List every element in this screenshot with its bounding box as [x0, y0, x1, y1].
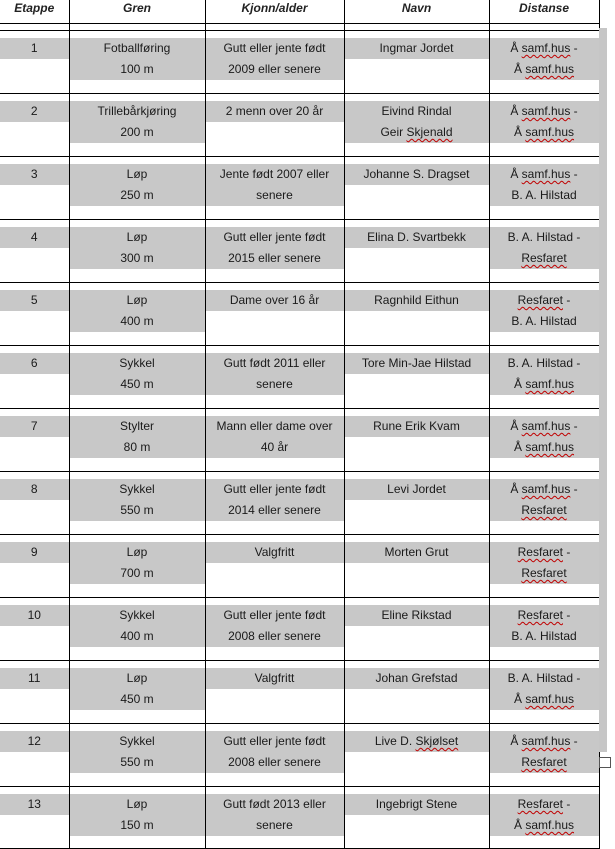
row-spacer: [0, 528, 599, 542]
cell-etappe: [0, 38, 69, 87]
cell-line-1: 12: [0, 731, 69, 752]
cell-gren: [69, 542, 205, 591]
cell-line-1: 1: [0, 38, 69, 59]
cell-line-2: senere: [206, 815, 344, 836]
cell-distanse: [489, 38, 599, 87]
spellcheck-underline: samf.hus: [521, 482, 571, 496]
cell-distanse: [489, 542, 599, 591]
cell-gren: [69, 353, 205, 402]
cell-line-2: [345, 185, 489, 206]
cell-line-2: 450 m: [70, 689, 205, 710]
row-spacer: [0, 402, 599, 416]
cell-line-1: Å samf.hus -: [490, 38, 599, 59]
cell-line-2: [345, 311, 489, 332]
cell-line-1: Sykkel: [70, 605, 205, 626]
cell-line-2: Å samf.hus: [490, 374, 599, 395]
cell-line-2: [0, 437, 69, 458]
cell-navn: [344, 542, 489, 591]
cell-line-2: [345, 626, 489, 647]
cell-line-2: [490, 563, 599, 584]
cell-etappe: [0, 101, 69, 150]
cell-line-1: 6: [0, 353, 69, 374]
spellcheck-underline: samf.hus: [521, 419, 571, 433]
spellcheck-underline: samf.hus: [525, 377, 575, 391]
cell-line-2: 550 m: [70, 500, 205, 521]
cell-navn: [344, 164, 489, 213]
cell-etappe: [0, 164, 69, 213]
cell-line-1: 2: [0, 101, 69, 122]
cell-line-1: Resfaret -: [490, 542, 599, 563]
cell-distanse: [489, 731, 599, 780]
cell-line-2: Å samf.hus: [490, 437, 599, 458]
cell-line-1: 11: [0, 668, 69, 689]
cell-line-2: [206, 689, 344, 710]
spellcheck-underline: samf.hus: [525, 125, 575, 139]
cell-line-1: Løp: [70, 668, 205, 689]
cell-kjonn: [205, 227, 344, 276]
cell-line-1: Rune Erik Kvam: [345, 416, 489, 437]
cell-line-2: [0, 815, 69, 836]
cell-line-2: [345, 815, 489, 836]
cell-line-2: [345, 374, 489, 395]
cell-line-1: Sykkel: [70, 353, 205, 374]
cell-gren: [69, 479, 205, 528]
cell-distanse: [489, 227, 599, 276]
row-spacer: [0, 465, 599, 479]
cell-etappe: [0, 290, 69, 339]
cell-line-1: Tore Min-Jae Hilstad: [345, 353, 489, 374]
cell-etappe: [0, 227, 69, 276]
cell-line-1: Å samf.hus -: [490, 416, 599, 437]
header-kjonn-alder: Kjonn/alder: [205, 0, 344, 24]
cell-line-2: B. A. Hilstad: [490, 626, 599, 647]
cell-line-2: [0, 185, 69, 206]
cell-distanse: [489, 668, 599, 717]
cell-line-2: 700 m: [70, 563, 205, 584]
cell-line-1: Fotballføring: [70, 38, 205, 59]
cell-line-1: Løp: [70, 227, 205, 248]
cell-line-1: Johan Grefstad: [345, 668, 489, 689]
cell-etappe: [0, 605, 69, 654]
cell-navn: [344, 731, 489, 780]
cell-line-2: [0, 500, 69, 521]
cell-line-1: Eline Rikstad: [345, 605, 489, 626]
cell-line-1: Løp: [70, 164, 205, 185]
cell-line-2: [345, 563, 489, 584]
cell-distanse: [489, 290, 599, 339]
cell-line-2: 200 m: [70, 122, 205, 143]
cell-line-1: Valgfritt: [206, 542, 344, 563]
cell-navn: [344, 227, 489, 276]
cell-gren: [69, 416, 205, 465]
cell-line-2: [0, 689, 69, 710]
cell-line-1: Å samf.hus -: [490, 479, 599, 500]
row-spacer: [0, 591, 599, 605]
cell-line-2: Å samf.hus: [490, 122, 599, 143]
cell-navn: [344, 416, 489, 465]
cell-line-2: 250 m: [70, 185, 205, 206]
cell-line-1: Levi Jordet: [345, 479, 489, 500]
cell-gren: [69, 38, 205, 87]
row-spacer: [0, 654, 599, 668]
cell-line-1: Sykkel: [70, 731, 205, 752]
cell-navn: [344, 38, 489, 87]
row-spacer: [0, 150, 599, 164]
cell-line-2: 40 år: [206, 437, 344, 458]
cell-line-2: 150 m: [70, 815, 205, 836]
cell-navn: [344, 101, 489, 150]
table-row: [0, 794, 599, 843]
cell-line-2: [0, 122, 69, 143]
cell-line-2: [0, 59, 69, 80]
spellcheck-underline: samf.hus: [521, 104, 571, 118]
cell-etappe: [0, 416, 69, 465]
cell-kjonn: [205, 479, 344, 528]
cell-line-1: Valgfritt: [206, 668, 344, 689]
cell-etappe: [0, 731, 69, 780]
cell-navn: [344, 605, 489, 654]
cell-line-2: [206, 563, 344, 584]
cell-line-1: Morten Grut: [345, 542, 489, 563]
cell-line-2: [0, 752, 69, 773]
header-row: [0, 0, 599, 24]
table-row: [0, 353, 599, 402]
cell-line-2: [0, 563, 69, 584]
spellcheck-underline: samf.hus: [525, 62, 575, 76]
cell-line-2: [345, 437, 489, 458]
cell-line-1: Resfaret -: [490, 605, 599, 626]
cell-line-2: [0, 248, 69, 269]
cell-line-2: Å samf.hus: [490, 815, 599, 836]
cell-line-1: Mann eller dame over: [206, 416, 344, 437]
cell-line-1: Resfaret -: [490, 794, 599, 815]
cell-line-1: Eivind Rindal: [345, 101, 489, 122]
cell-distanse: [489, 605, 599, 654]
cell-gren: [69, 731, 205, 780]
spellcheck-underline: samf.hus: [521, 734, 571, 748]
cell-line-1: Ingebrigt Stene: [345, 794, 489, 815]
row-spacer: [0, 276, 599, 290]
row-spacer: [0, 780, 599, 794]
cell-line-2: [345, 689, 489, 710]
cell-kjonn: [205, 38, 344, 87]
cell-line-1: 5: [0, 290, 69, 311]
cell-line-2: 2014 eller senere: [206, 500, 344, 521]
spellcheck-underline: Skjenald: [406, 125, 453, 139]
cell-line-2: 400 m: [70, 626, 205, 647]
cell-kjonn: [205, 101, 344, 150]
cell-line-1: Stylter: [70, 416, 205, 437]
cell-kjonn: [205, 731, 344, 780]
spellcheck-underline: Resfaret: [517, 545, 563, 559]
cell-kjonn: [205, 542, 344, 591]
spellcheck-underline: Skjølset: [415, 734, 459, 748]
table-row: [0, 290, 599, 339]
cell-line-2: [0, 374, 69, 395]
header-gren: Gren: [69, 0, 205, 24]
cell-line-1: B. A. Hilstad -: [490, 668, 599, 689]
cell-etappe: [0, 353, 69, 402]
cell-distanse: [489, 794, 599, 843]
cell-kjonn: [205, 164, 344, 213]
spellcheck-underline: Resfaret: [517, 608, 563, 622]
cell-etappe: [0, 668, 69, 717]
cell-navn: [344, 290, 489, 339]
cell-kjonn: [205, 794, 344, 843]
cell-distanse: [489, 101, 599, 150]
cell-line-2: 80 m: [70, 437, 205, 458]
spellcheck-underline: Resfaret: [521, 755, 567, 769]
cell-gren: [69, 794, 205, 843]
cell-line-2: Geir Skjenald: [345, 122, 489, 143]
cell-line-1: 7: [0, 416, 69, 437]
cell-line-1: Å samf.hus -: [490, 164, 599, 185]
cell-line-1: Jente født 2007 eller: [206, 164, 344, 185]
cell-navn: [344, 668, 489, 717]
cell-line-1: Å samf.hus -: [490, 731, 599, 752]
cell-line-2: [490, 248, 599, 269]
cell-line-2: [345, 752, 489, 773]
cell-kjonn: [205, 416, 344, 465]
header-navn: Navn: [344, 0, 489, 24]
spellcheck-underline: samf.hus: [521, 167, 571, 181]
cell-line-2: [345, 500, 489, 521]
cell-gren: [69, 227, 205, 276]
cell-kjonn: [205, 290, 344, 339]
cell-line-1: 4: [0, 227, 69, 248]
cell-line-1: Gutt født 2013 eller: [206, 794, 344, 815]
cell-line-2: B. A. Hilstad: [490, 311, 599, 332]
cell-line-1: Gutt eller jente født: [206, 731, 344, 752]
cell-kjonn: [205, 353, 344, 402]
cell-line-2: 100 m: [70, 59, 205, 80]
table-row: [0, 605, 599, 654]
spellcheck-underline: samf.hus: [525, 440, 575, 454]
spellcheck-underline: Resfaret: [517, 797, 563, 811]
cell-line-1: Løp: [70, 542, 205, 563]
row-spacer: [0, 87, 599, 101]
cell-gren: [69, 668, 205, 717]
table-row: [0, 731, 599, 780]
cell-navn: [344, 794, 489, 843]
cell-line-2: 2008 eller senere: [206, 626, 344, 647]
cell-etappe: [0, 542, 69, 591]
cell-etappe: [0, 794, 69, 843]
cell-line-1: Ragnhild Eithun: [345, 290, 489, 311]
spellcheck-underline: samf.hus: [525, 692, 575, 706]
cell-line-2: senere: [206, 374, 344, 395]
cell-gren: [69, 164, 205, 213]
cell-line-1: Gutt eller jente født: [206, 227, 344, 248]
cell-line-1: 9: [0, 542, 69, 563]
cell-distanse: [489, 416, 599, 465]
page-corner-marker: [599, 757, 611, 768]
right-margin-bar: [599, 28, 607, 752]
cell-line-1: Gutt eller jente født: [206, 605, 344, 626]
table-row: [0, 416, 599, 465]
cell-navn: [344, 479, 489, 528]
table-body: [0, 24, 599, 849]
cell-line-2: [206, 311, 344, 332]
cell-line-1: B. A. Hilstad -: [490, 353, 599, 374]
cell-line-2: 450 m: [70, 374, 205, 395]
spellcheck-underline: Resfaret: [521, 251, 567, 265]
cell-line-1: Løp: [70, 794, 205, 815]
spellcheck-underline: Resfaret: [517, 293, 563, 307]
spellcheck-underline: samf.hus: [525, 818, 575, 832]
cell-line-2: [206, 122, 344, 143]
cell-line-2: [0, 626, 69, 647]
table-row: [0, 479, 599, 528]
cell-line-1: Løp: [70, 290, 205, 311]
cell-gren: [69, 605, 205, 654]
cell-line-2: 2009 eller senere: [206, 59, 344, 80]
cell-distanse: [489, 479, 599, 528]
cell-line-2: [345, 59, 489, 80]
cell-line-1: 13: [0, 794, 69, 815]
cell-line-2: 300 m: [70, 248, 205, 269]
row-spacer: [0, 213, 599, 227]
cell-distanse: [489, 353, 599, 402]
cell-line-1: Johanne S. Dragset: [345, 164, 489, 185]
cell-line-1: Resfaret -: [490, 290, 599, 311]
cell-line-1: Live D. Skjølset: [345, 731, 489, 752]
cell-line-2: Å samf.hus: [490, 59, 599, 80]
cell-line-1: Trillebårkjøring: [70, 101, 205, 122]
cell-line-1: B. A. Hilstad -: [490, 227, 599, 248]
cell-line-2: [345, 248, 489, 269]
cell-line-1: 8: [0, 479, 69, 500]
cell-line-2: B. A. Hilstad: [490, 185, 599, 206]
cell-etappe: [0, 479, 69, 528]
cell-line-1: 3: [0, 164, 69, 185]
cell-line-2: [0, 311, 69, 332]
header-distanse: Distanse: [489, 0, 599, 24]
cell-line-1: Ingmar Jordet: [345, 38, 489, 59]
table-row: [0, 164, 599, 213]
table-row: [0, 542, 599, 591]
cell-gren: [69, 101, 205, 150]
cell-line-2: [490, 500, 599, 521]
spellcheck-underline: Resfaret: [521, 503, 567, 517]
cell-line-2: 2008 eller senere: [206, 752, 344, 773]
table-row: [0, 101, 599, 150]
cell-line-2: 400 m: [70, 311, 205, 332]
cell-line-1: 2 menn over 20 år: [206, 101, 344, 122]
cell-line-2: senere: [206, 185, 344, 206]
row-spacer: [0, 339, 599, 353]
cell-line-1: Gutt eller jente født: [206, 38, 344, 59]
cell-navn: [344, 353, 489, 402]
header-etappe: Etappe: [0, 0, 69, 24]
cell-line-1: Sykkel: [70, 479, 205, 500]
cell-kjonn: [205, 668, 344, 717]
spellcheck-underline: Resfaret: [521, 566, 567, 580]
row-spacer: [0, 717, 599, 731]
table-row: [0, 38, 599, 87]
row-spacer: [0, 24, 599, 39]
cell-line-2: 2015 eller senere: [206, 248, 344, 269]
table-row: [0, 668, 599, 717]
cell-line-2: Å samf.hus: [490, 689, 599, 710]
cell-line-1: 10: [0, 605, 69, 626]
cell-line-1: Å samf.hus -: [490, 101, 599, 122]
cell-distanse: [489, 164, 599, 213]
cell-line-1: Dame over 16 år: [206, 290, 344, 311]
cell-kjonn: [205, 605, 344, 654]
cell-line-1: Gutt eller jente født: [206, 479, 344, 500]
cell-line-2: [490, 752, 599, 773]
spellcheck-underline: samf.hus: [521, 41, 571, 55]
cell-gren: [69, 290, 205, 339]
table-row: [0, 227, 599, 276]
cell-line-1: Gutt født 2011 eller: [206, 353, 344, 374]
cell-line-2: 550 m: [70, 752, 205, 773]
cell-line-1: Elina D. Svartbekk: [345, 227, 489, 248]
